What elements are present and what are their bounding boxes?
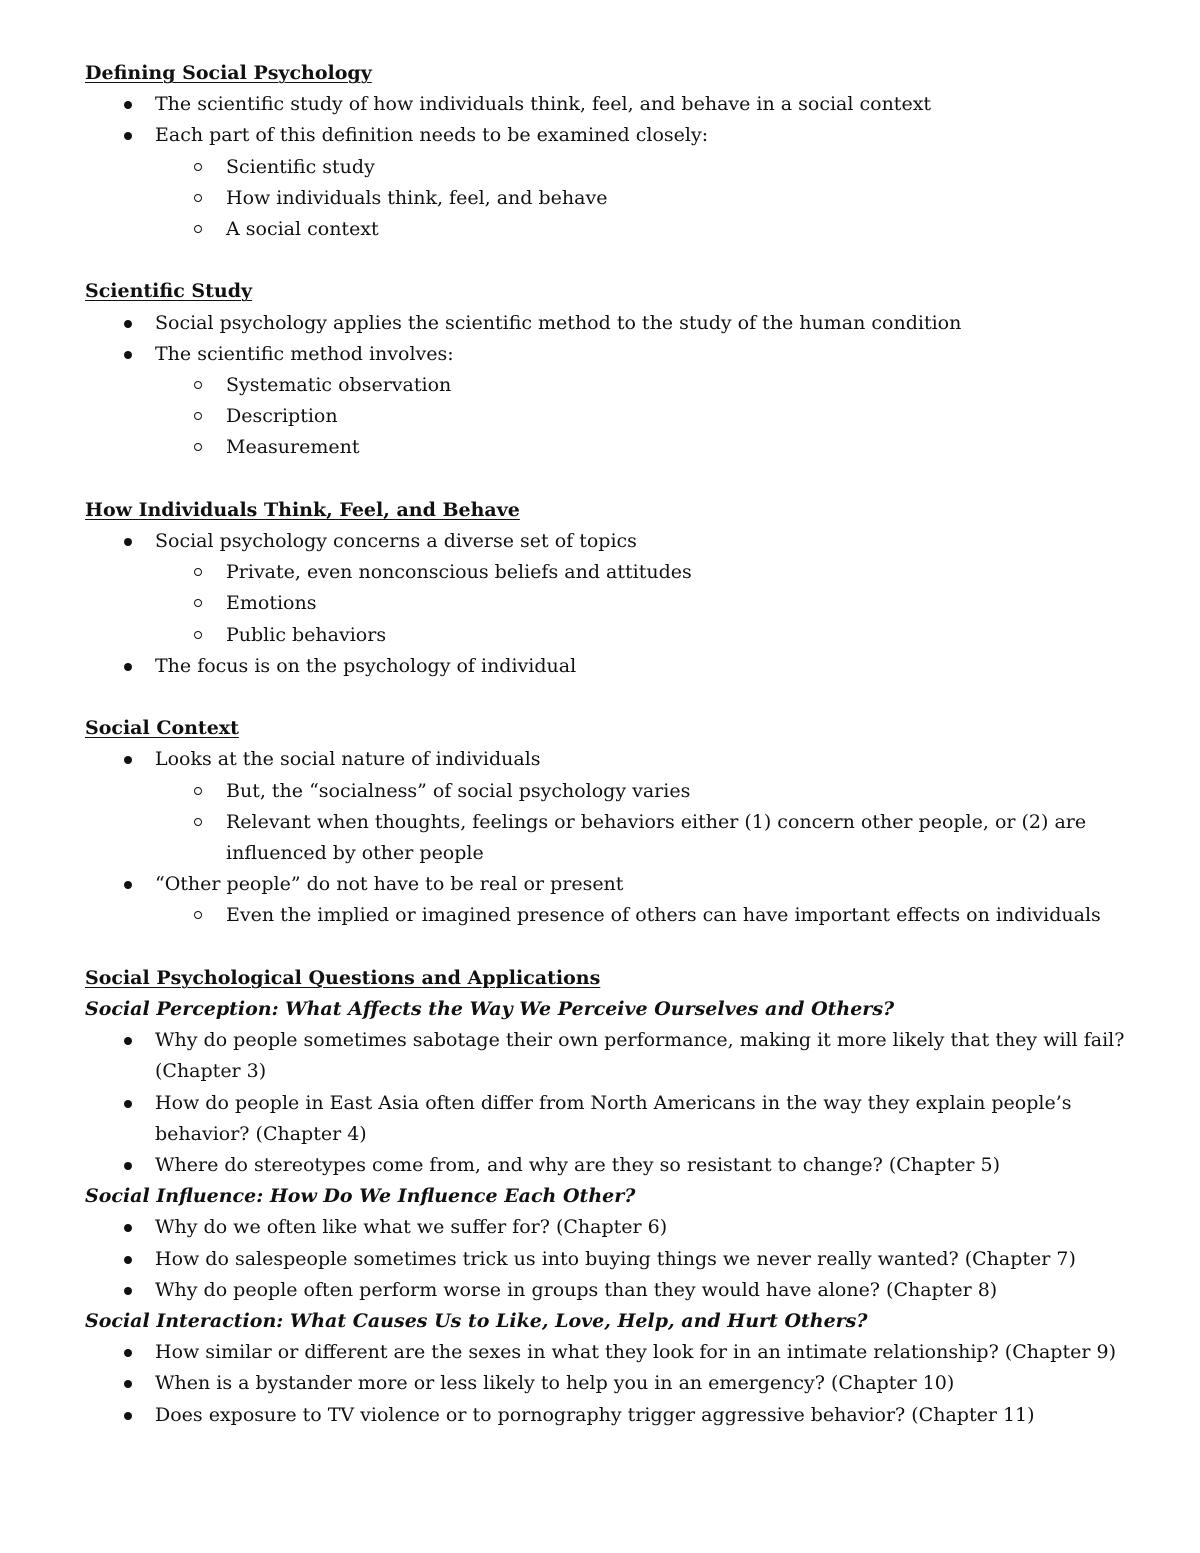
subsection-heading: Social Perception: What Affects the Way We Perceive Ourselves and Others? [85,998,895,1021]
bullet-item: Why do we often like what we suffer for? (Chapter 6) [85,1212,1145,1243]
section-heading: Scientific Study [85,280,253,303]
sub-bullet-item: Measurement [85,432,1145,463]
bullet-item: Where do stereotypes come from, and why are they so resistant to change? (Chapter 5) [85,1150,1145,1181]
sub-bullet-item: How individuals think, feel, and behave [85,183,1145,214]
bullet-item: When is a bystander more or less likely to help you in an emergency? (Chapter 10) [85,1368,1145,1399]
sub-bullet-item: Systematic observation [85,370,1145,401]
bullet-item: Social psychology applies the scientific method to the study of the human condition [85,308,1145,339]
sub-bullet-item: A social context [85,214,1145,245]
section [85,713,1145,931]
section-heading: Defining Social Psychology [85,62,372,84]
sub-bullet-item: Even the implied or imagined presence of others can have important effects on individuals [85,900,1145,931]
bullet-item: “Other people” do not have to be real or present [85,869,1145,900]
section-heading: Social Psychological Questions and Applications [85,966,601,989]
sub-bullet-item: Relevant when thoughts, feelings or behaviors either (1) concern other people, or (2) are influenced by other people [85,807,1145,869]
document-body [85,58,1145,1431]
subsection-heading: Social Interaction: What Causes Us to Like, Love, Help, and Hurt Others? [85,1310,868,1333]
sub-bullet-item: Scientific study [85,152,1145,183]
sub-bullet-item: Emotions [85,588,1145,619]
sub-bullet-item: Private, even nonconscious beliefs and attitudes [85,557,1145,588]
sub-bullet-item: But, the “socialness” of social psychology varies [85,776,1145,807]
bullet-item: Looks at the social nature of individuals [85,744,1145,775]
bullet-item: Why do people often perform worse in groups than they would have alone? (Chapter 8) [85,1275,1145,1306]
section-heading: How Individuals Think, Feel, and Behave [85,498,520,521]
section [85,963,1145,1431]
sub-bullet-item: Description [85,401,1145,432]
bullet-item: The scientific study of how individuals think, feel, and behave in a social context [85,89,1145,120]
bullet-item: The focus is on the psychology of individual [85,651,1145,682]
bullet-item: The scientific method involves: [85,339,1145,370]
sub-bullet-item: Public behaviors [85,620,1145,651]
section [85,58,1145,245]
bullet-item: Each part of this definition needs to be examined closely: [85,120,1145,151]
section [85,276,1145,463]
bullet-item: How do salespeople sometimes trick us into buying things we never really wanted? (Chapter 7) [85,1244,1145,1275]
bullet-item: How similar or different are the sexes in what they look for in an intimate relationship? (Chapter 9) [85,1337,1145,1368]
bullet-item: Social psychology concerns a diverse set of topics [85,526,1145,557]
section [85,495,1145,682]
bullet-item: Does exposure to TV violence or to pornography trigger aggressive behavior? (Chapter 11) [85,1400,1145,1431]
bullet-item: Why do people sometimes sabotage their own performance, making it more likely that they will fail? (Chapter 3) [85,1025,1145,1087]
bullet-item: How do people in East Asia often differ from North Americans in the way they explain people’s behavior? (Chapter 4) [85,1088,1145,1150]
subsection-heading: Social Influence: How Do We Influence Each Other? [85,1185,636,1208]
section-heading: Social Context [85,717,239,740]
